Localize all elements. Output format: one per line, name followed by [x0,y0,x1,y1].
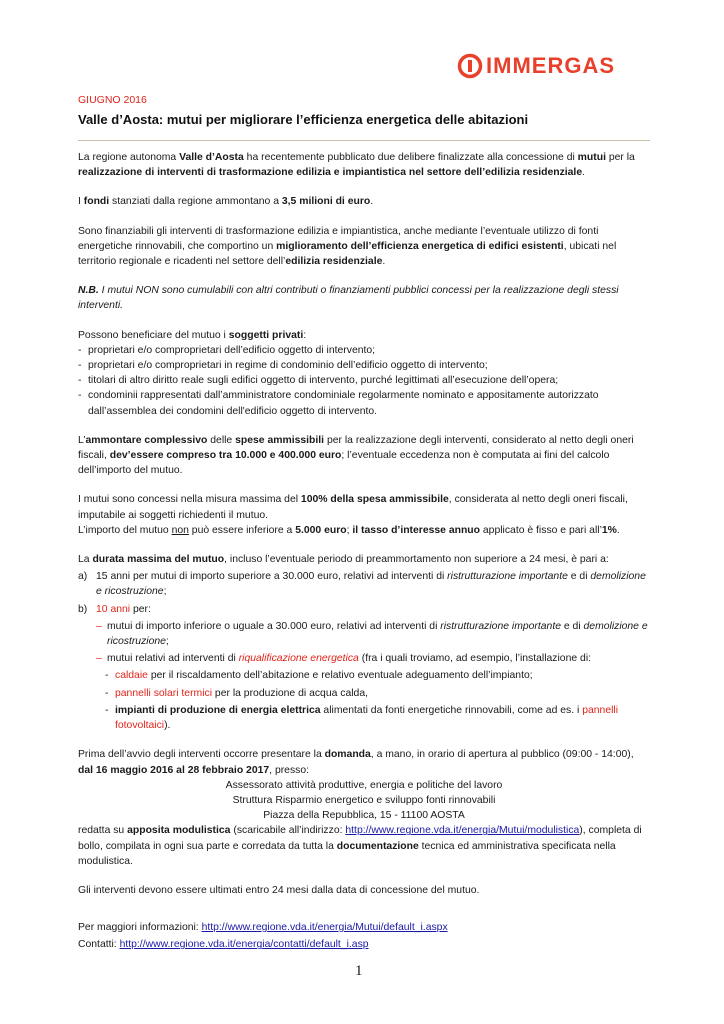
ammontare-paragraph: L’ammontare complessivo delle spese ammissibili per la realizzazione degli interventi, considerato al netto degli oneri fiscali, dev’essere compreso tra 10.000 e 400.000 euro; l’eventuale eccedenza non è computata ai fini del calcolo dell’importo del mutuo. [78,434,634,477]
beneficiari-paragraph: Possono beneficiare del mutuo i soggetti privati: [78,329,307,341]
page-number: 1 [355,963,363,979]
durata-subitem-2: – mutui relativi ad interventi di riqualificazione energetica (fra i quali troviamo, ad esempio, l’installazione di: [96,653,592,665]
durata-paragraph: La durata massima del mutuo, incluso l’eventuale periodo di preammortamento non superiore a 24 mesi, è pari a: [78,554,609,566]
riqualificazione-item-impianti: - impianti di produzione di energia elettrica alimentati da fonti energetiche rinnovabili, come ad es. i pannelli fotovoltaici). [105,704,619,732]
immergas-flame-icon [457,53,483,79]
address-line-1: Assessorato attività produttive, energia e politiche del lavoro [225,779,503,791]
durata-subitem-1: – mutui di importo inferiore o uguale a 30.000 euro, relativi ad interventi di ristrutturazione importante e di demolizione e ricostruzione; [96,620,648,648]
contatti-link[interactable]: http://www.regione.vda.it/energia/contatti/default_i.asp [119,939,369,951]
modulistica-link[interactable]: http://www.regione.vda.it/energia/Mutui/modulistica [345,825,580,837]
nb-note: N.B. I mutui NON sono cumulabili con altri contributi o finanziamenti pubblici concessi per la realizzazione degli stessi interventi. [78,285,619,312]
address-line-2: Struttura Risparmio energetico e sviluppo fonti rinnovabili [232,794,496,806]
durata-item-b: b) 10 anni per: [78,603,151,615]
domanda-paragraph: Prima dell’avvio degli interventi occorre presentare la domanda, a mano, in orario di apertura al pubblico (09:00 - 14:00), dal 16 maggio 2016 al 28 febbraio 2017, presso: [78,749,634,776]
riqualificazione-item-pannelli-solari: - pannelli solari termici per la produzione di acqua calda, [105,687,368,699]
title-divider [78,140,650,141]
finanziabili-paragraph: Sono finanziabili gli interventi di trasformazione edilizia e impiantistica, anche mediante l’eventuale utilizzo di fonti energetiche rinnovabili, che comportino un miglioramento dell’efficienza energetica di edifici esistenti, ubicati nel territorio regionale e ricadenti nel settore dell’edilizia residenziale. [78,225,617,268]
beneficiari-list [78,343,650,419]
fondi-paragraph: I fondi stanziati dalla regione ammontano a 3,5 milioni di euro. [78,196,374,208]
info-line: Per maggiori informazioni: http://www.regione.vda.it/energia/Mutui/default_i.aspx [78,922,448,934]
page-title: Valle d’Aosta: mutui per migliorare l’efficienza energetica delle abitazioni [78,112,529,127]
article-body [78,150,650,953]
list-item: - proprietari e/o comproprietari in regime di condominio dell’edificio oggetto di intervento; [78,360,488,372]
durata-item-a: a) 15 anni per mutui di importo superiore a 30.000 euro, relativi ad interventi di ristrutturazione importante e di demolizione e ricostruzione; [78,571,646,598]
intro-paragraph: La regione autonoma Valle d’Aosta ha recentemente pubblicato due delibere finalizzate alla concessione di mutui per la realizzazione di interventi di trasformazione edilizia e impiantistica nel settore dell’edilizia residenziale. [78,152,635,179]
termine-paragraph: Gli interventi devono essere ultimati entro 24 mesi dalla data di concessione del mutuo. [78,884,480,896]
immergas-logo [457,53,615,79]
concessi-paragraph: I mutui sono concessi nella misura massima del 100% della spesa ammissibile, considerata al netto degli oneri fiscali, imputabile ai soggetti richiedenti il mutuo. L’importo del mutuo non può essere inferiore a 5.000 euro; il tasso d’interesse annuo applicato è fisso e pari all’1%. [78,494,628,536]
address-line-3: Piazza della Repubblica, 15 - 11100 AOSTA [263,810,465,822]
list-item: - proprietari e/o comproprietari dell’edificio oggetto di intervento; [78,344,376,356]
modulistica-paragraph: redatta su apposita modulistica (scaricabile all’indirizzo: http://www.regione.vda.it/energia/Mutui/modulistica), completa di bollo, compilata in ogni sua parte e corredata da tutta la documentazione tecnica ed amministrativa specificata nella modulistica. [78,825,642,867]
list-item: - condominii rappresentati dall’amministratore condominiale regolarmente nominato e appositamente autorizzato dall’assemblea dei condomini dell'edificio oggetto di intervento. [78,390,599,417]
riqualificazione-item-caldaie: - caldaie per il riscaldamento dell’abitazione e relativo eventuale adeguamento dell’impianto; [105,670,533,682]
publication-date: GIUGNO 2016 [78,94,147,106]
logo-wordmark: IMMERGAS [486,53,615,78]
info-link[interactable]: http://www.regione.vda.it/energia/Mutui/default_i.aspx [201,922,448,934]
list-item: - titolari di altro diritto reale sugli edifici oggetto di intervento, purché legittimati all’esecuzione dell’opera; [78,375,559,387]
contatti-line: Contatti: http://www.regione.vda.it/energia/contatti/default_i.asp [78,939,369,951]
